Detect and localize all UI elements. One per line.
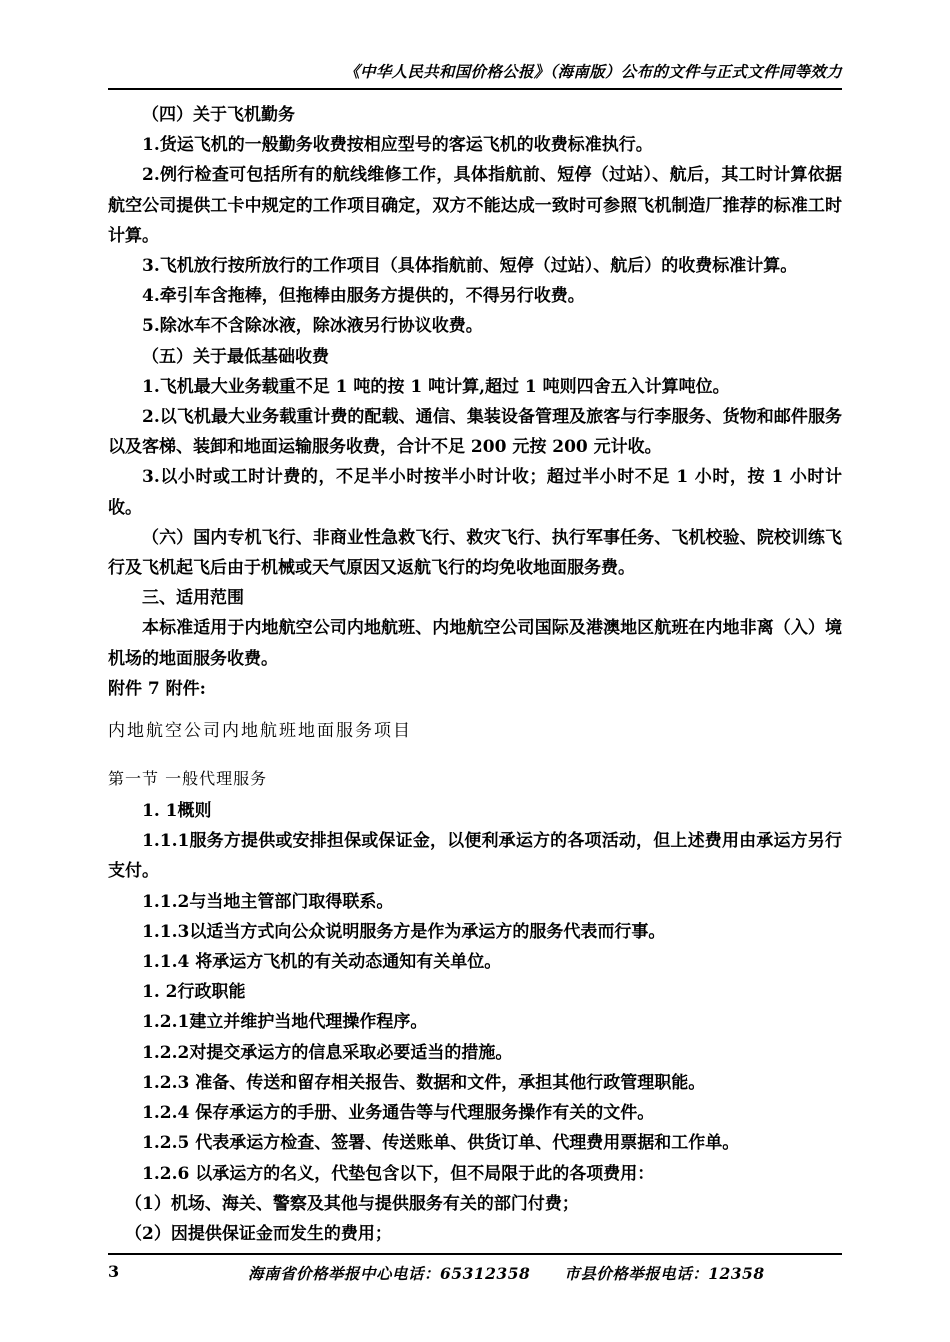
paragraph: 3.飞机放行按所放行的工作项目（具体指航前、短停（过站）、航后）的收费标准计算。: [142, 256, 798, 277]
paragraph: 1.货运飞机的一般勤务收费按相应型号的客运飞机的收费标准执行。: [142, 135, 653, 156]
page-footer: [248, 1262, 793, 1284]
paragraph: 三、适用范围: [142, 588, 244, 609]
attachment-label: 附件 7 附件:: [108, 678, 206, 699]
paragraph: （四）关于飞机勤务: [142, 105, 295, 125]
paragraph: 1.2.1建立并维护当地代理操作程序。: [142, 1012, 428, 1033]
paragraph: 4.牵引车含拖棒，但拖棒由服务方提供的，不得另行收费。: [142, 286, 585, 307]
paragraph: 1. 2行政职能: [142, 982, 246, 1003]
paragraph: 1.1.2与当地主管部门取得联系。: [142, 891, 394, 912]
paragraph: （2）因提供保证金而发生的费用；: [125, 1223, 392, 1244]
paragraph: 1.2.5 代表承运方检查、签署、传送账单、供货订单、代理费用票据和工作单。: [142, 1133, 740, 1154]
paragraph: 3.以小时或工时计费的，不足半小时按半小时计收；超过半小时不足 1 小时，按 1 小时计收。: [108, 467, 842, 518]
paragraph: 本标准适用于内地航空公司内地航班、内地航空公司国际及港澳地区航班在内地非离（入）境机场的地面服务收费。: [108, 618, 842, 669]
paragraph: 2.以飞机最大业务载重计费的配载、通信、集装设备管理及旅客与行李服务、货物和邮件服务以及客梯、装卸和地面运输服务收费，合计不足 200 元按 200 元计收。: [108, 407, 842, 458]
header-divider: [108, 88, 842, 90]
paragraph: 1. 1概则: [142, 801, 212, 822]
paragraph: 1.2.3 准备、传送和留存相关报告、数据和文件，承担其他行政管理职能。: [142, 1072, 706, 1093]
footer-divider: [108, 1253, 842, 1255]
city-hotline: 市县价格举报电话：12358: [564, 1264, 765, 1283]
paragraph: 1.1.3以适当方式向公众说明服务方是作为承运方的服务代表而行事。: [142, 921, 666, 942]
paragraph: 1.2.4 保存承运方的手册、业务通告等与代理服务操作有关的文件。: [142, 1103, 655, 1124]
provincial-hotline: 海南省价格举报中心电话：65312358: [248, 1264, 531, 1283]
document-title: 内地航空公司内地航班地面服务项目: [108, 721, 412, 742]
paragraph: 1.1.1服务方提供或安排担保或保证金，以便利承运方的各项活动，但上述费用由承运方另行支付。: [108, 831, 842, 882]
section-title: 第一节 一般代理服务: [108, 769, 268, 789]
paragraph: 1.1.4 将承运方飞机的有关动态通知有关单位。: [142, 952, 502, 973]
paragraph: （六）国内专机飞行、非商业性急救飞行、救灾飞行、执行军事任务、飞机校验、院校训练飞行及飞机起飞后由于机械或天气原因又返航飞行的均免收地面服务费。: [108, 527, 842, 579]
document-body: [108, 100, 842, 1249]
paragraph: 2.例行检查可包括所有的航线维修工作，具体指航前、短停（过站）、航后，其工时计算依据航空公司提供工卡中规定的工作项目确定，双方不能达成一致时可参照飞机制造厂推荐的标准工时计算。: [108, 165, 842, 246]
paragraph: 1.飞机最大业务载重不足 1 吨的按 1 吨计算,超过 1 吨则四舍五入计算吨位。: [142, 376, 730, 397]
paragraph: 5.除冰车不含除冰液，除冰液另行协议收费。: [142, 316, 483, 337]
paragraph: 1.2.6 以承运方的名义，代垫包含以下，但不局限于此的各项费用：: [142, 1163, 655, 1184]
paragraph: 1.2.2对提交承运方的信息采取必要适当的措施。: [142, 1042, 513, 1063]
paragraph: （五）关于最低基础收费: [142, 346, 329, 367]
paragraph: （1）机场、海关、警察及其他与提供服务有关的部门付费；: [125, 1193, 579, 1214]
page-header: 《中华人民共和国价格公报》（海南版）公布的文件与正式文件同等效力: [344, 62, 842, 81]
page-number: 3: [108, 1262, 120, 1281]
